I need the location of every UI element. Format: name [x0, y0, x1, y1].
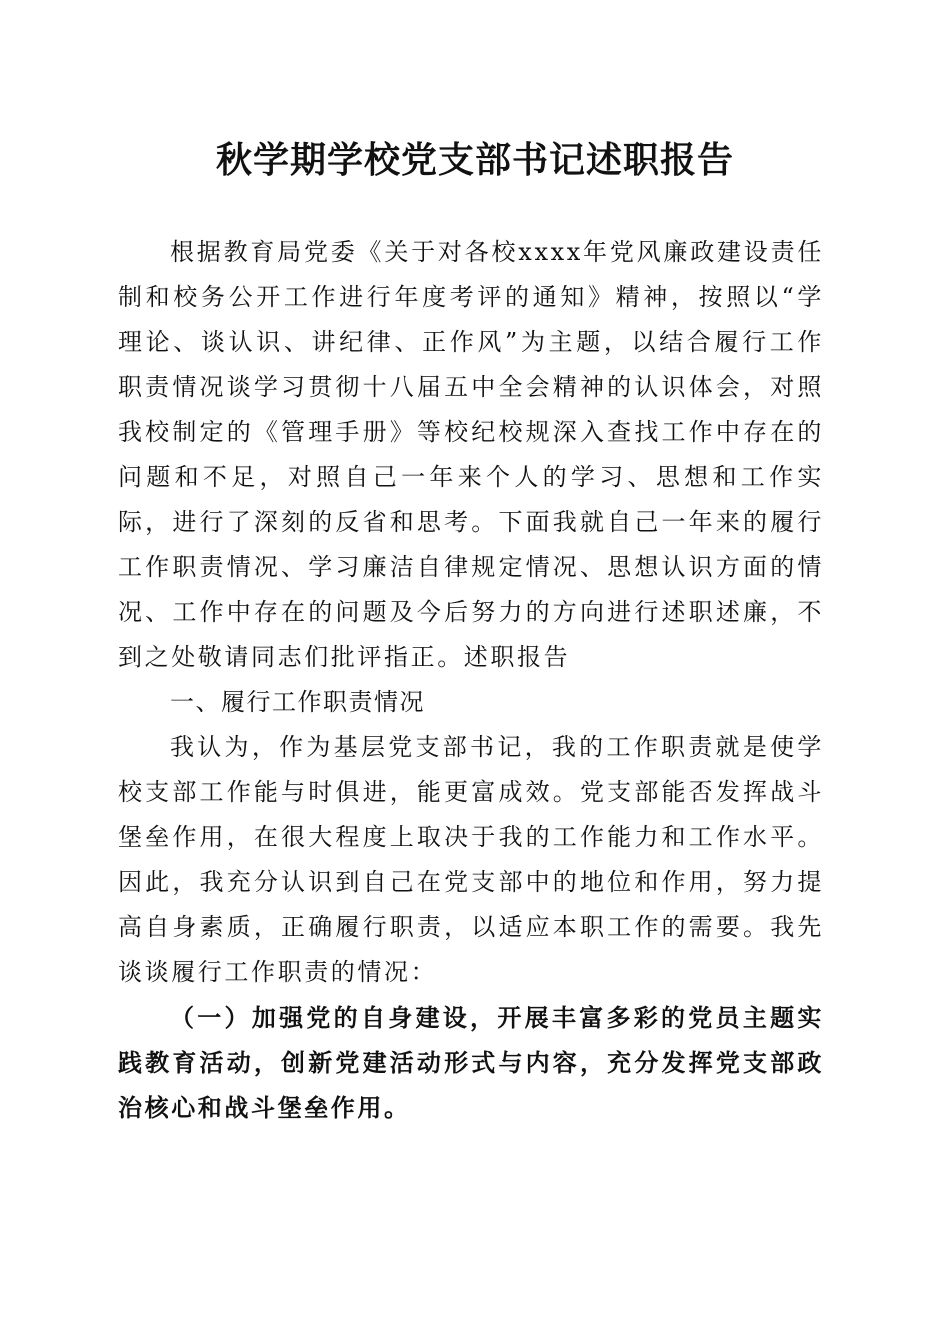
- section-one-heading: 一、履行工作职责情况: [170, 688, 425, 716]
- intro-paragraph: 根据教育局党委《关于对各校xxxx年党风廉政建设责任制和校务公开工作进行年度考评的通知》精神，按照以“学理论、谈认识、讲纪律、正作风”为主题，以结合履行工作职责情况谈学习贯彻十八届五中全会精神的认识体会，对照我校制定的《管理手册》等校纪校规深入查找工作中存在的问题和不足，对照自己一年来个人的学习、思想和工作实际，进行了深刻的反省和思考。下面我就自己一年来的履行工作职责情况、学习廉洁自律规定情况、思想认识方面的情况、工作中存在的问题及今后努力的方向进行述职述廉，不到之处敬请同志们批评指正。述职报告: [118, 238, 824, 671]
- section-one-paragraph: 我认为，作为基层党支部书记，我的工作职责就是使学校支部工作能与时俱进，能更富成效。党支部能否发挥战斗堡垒作用，在很大程度上取决于我的工作能力和工作水平。因此，我充分认识到自己在党支部中的地位和作用，努力提高自身素质，正确履行职责，以适应本职工作的需要。我先谈谈履行工作职责的情况：: [118, 733, 824, 986]
- subsection-one-heading: （一）加强党的自身建设，开展丰富多彩的党员主题实践教育活动，创新党建活动形式与内容，充分发挥党支部政治核心和战斗堡垒作用。: [118, 1003, 824, 1122]
- document-body: [118, 230, 824, 1130]
- document-title: 秋学期学校党支部书记述职报告: [215, 139, 734, 181]
